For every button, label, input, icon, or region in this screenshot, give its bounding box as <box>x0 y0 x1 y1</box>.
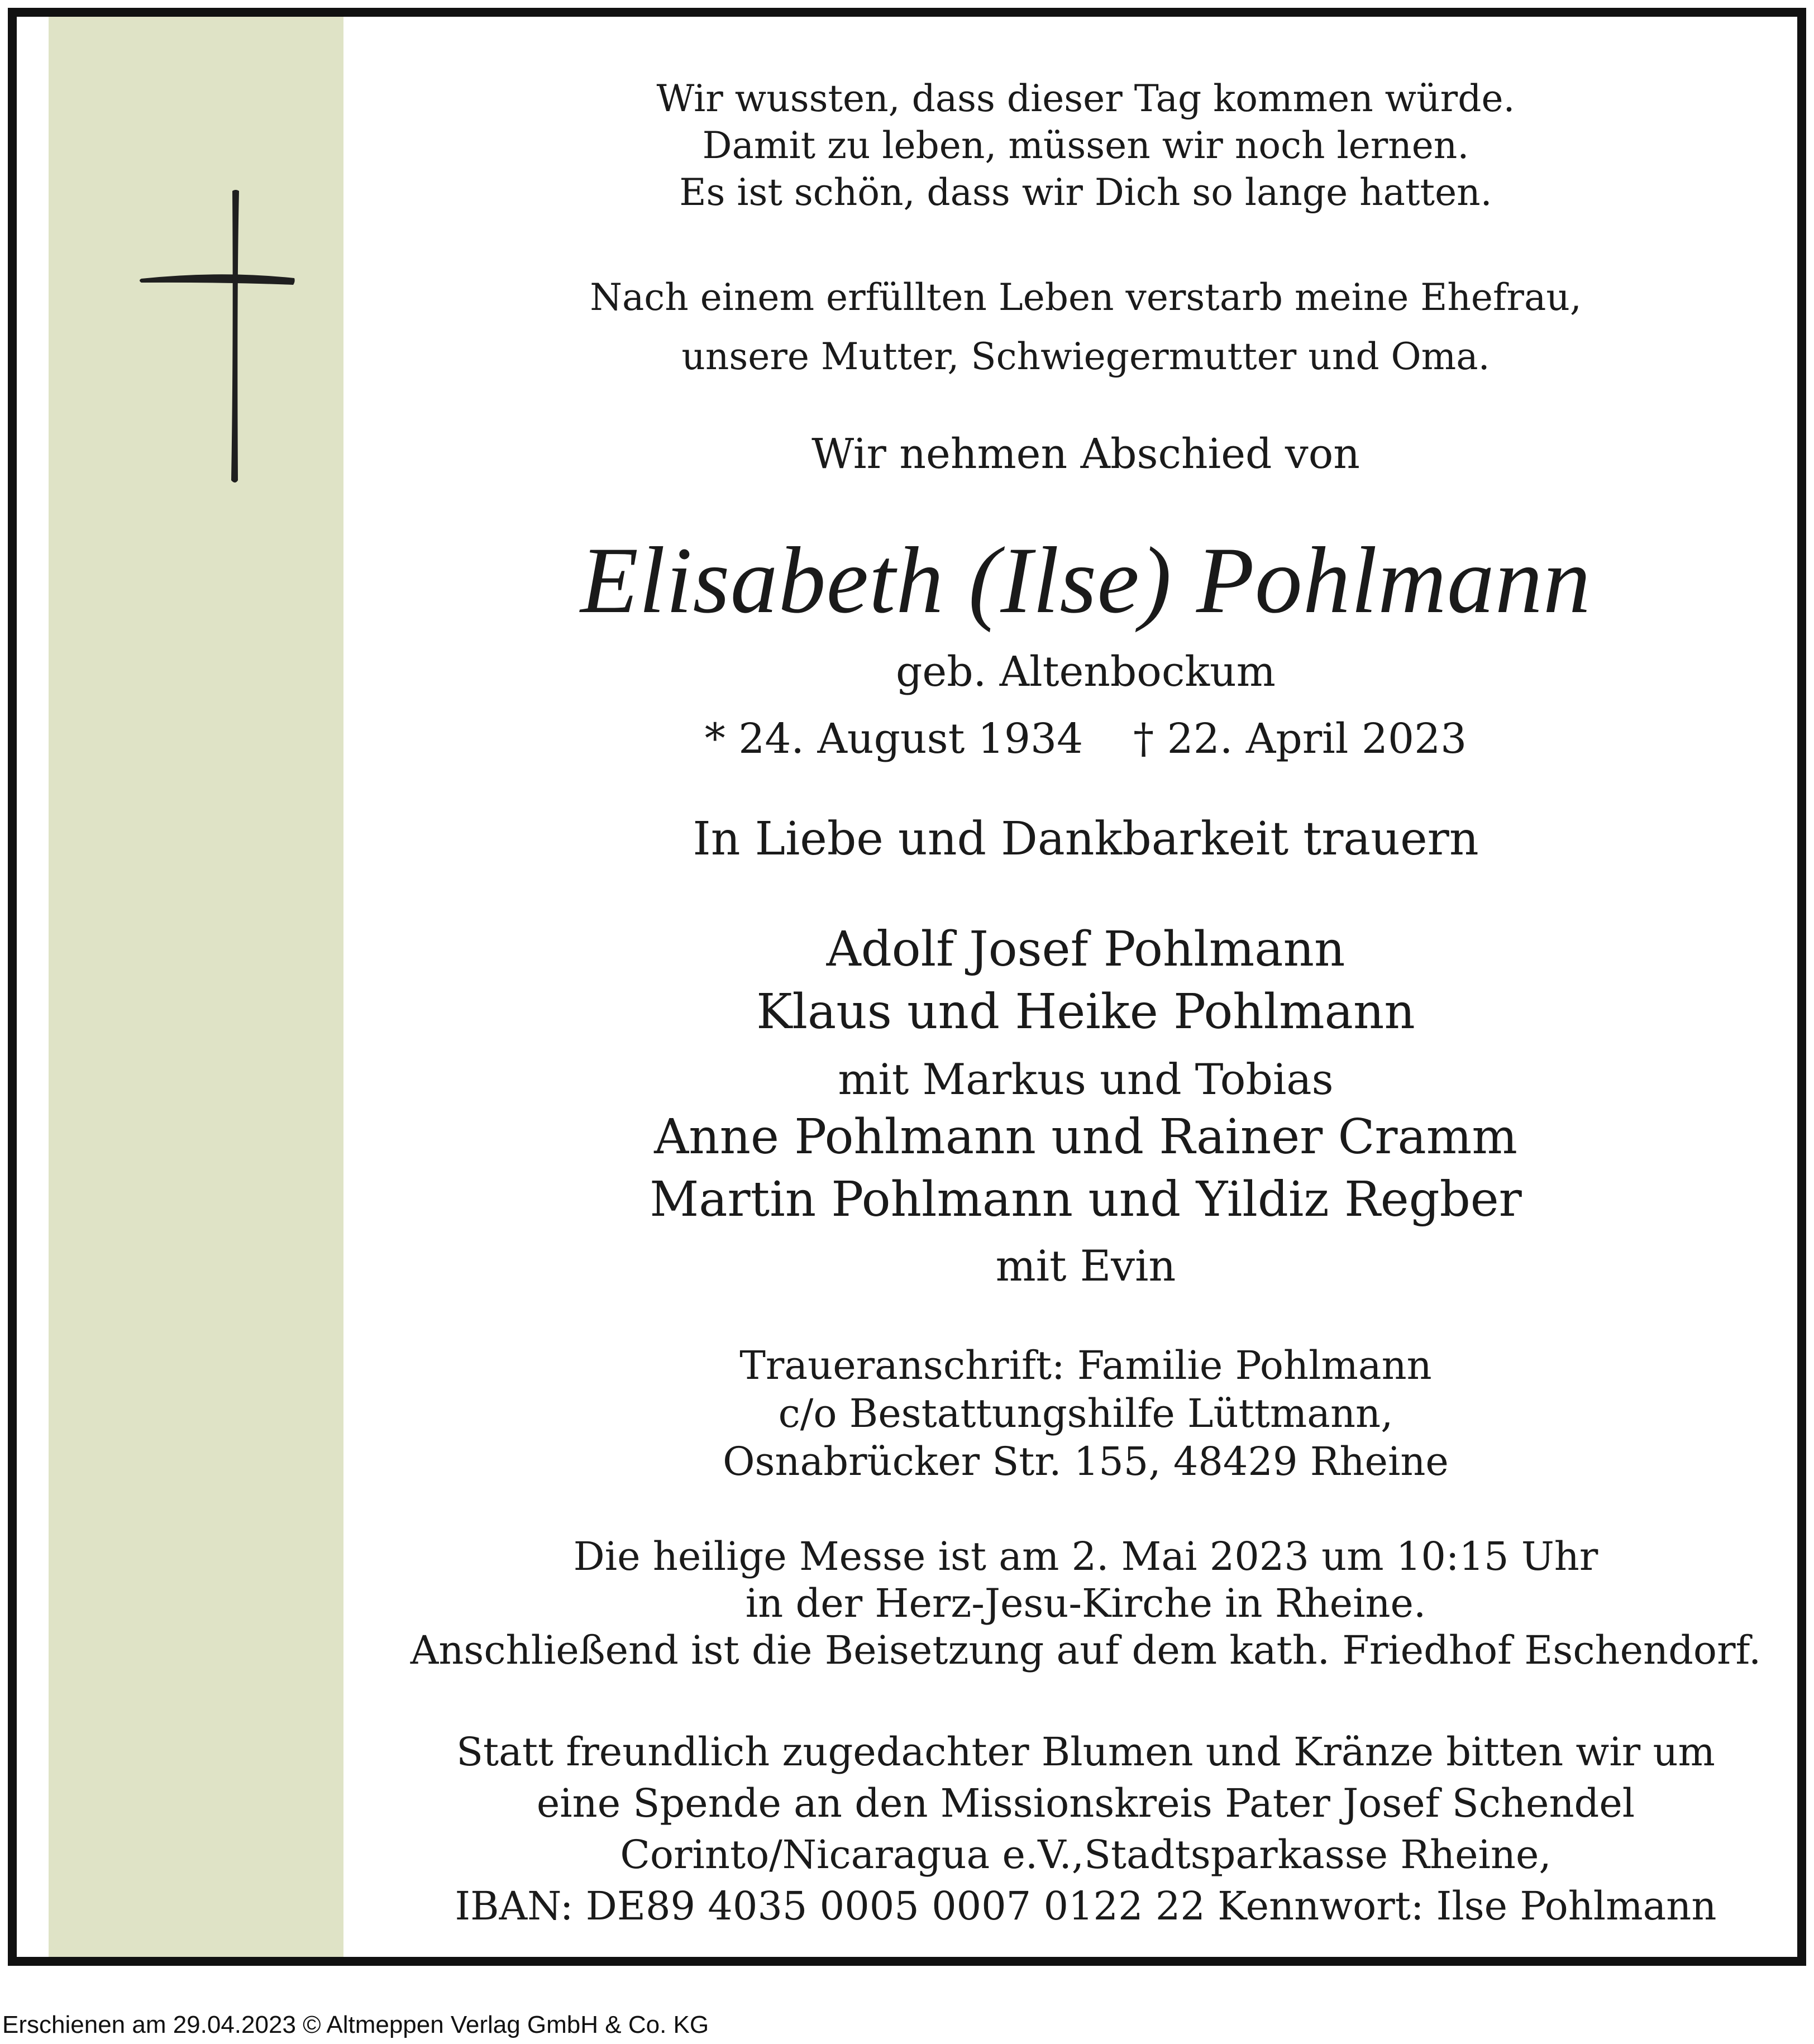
green-sidebar <box>49 17 343 1957</box>
address-line: Traueranschrift: Familie Pohlmann <box>739 1343 1432 1388</box>
donation-line: IBAN: DE89 4035 0005 0007 0122 22 Kennwort: Ilse Pohlmann <box>455 1883 1717 1929</box>
donation-line: eine Spende an den Missionskreis Pater Josef Schendel <box>536 1780 1635 1826</box>
deceased-name: Elisabeth (Ilse) Pohlmann <box>580 528 1591 633</box>
birth-date: * 24. August 1934 <box>704 715 1083 763</box>
obituary-notice <box>8 8 1806 1966</box>
service-line: in der Herz-Jesu-Kirche in Rheine. <box>745 1580 1426 1626</box>
address-line: c/o Bestattungshilfe Lüttmann, <box>778 1391 1393 1436</box>
intro-line: unsere Mutter, Schwiegermutter und Oma. <box>681 335 1490 378</box>
service-line: Die heilige Messe ist am 2. Mai 2023 um 10:15 Uhr <box>573 1534 1598 1579</box>
death-date: † 22. April 2023 <box>1133 715 1467 763</box>
family-member: mit Markus und Tobias <box>838 1054 1334 1104</box>
intro-line: Nach einem erfüllten Leben verstarb meine Ehefrau, <box>590 276 1582 319</box>
donation-line: Corinto/Nicaragua e.V.,Stadtsparkasse Rheine, <box>620 1832 1552 1878</box>
cross-icon <box>109 179 299 491</box>
farewell-line: Wir nehmen Abschied von <box>811 430 1360 478</box>
family-member: mit Evin <box>995 1241 1176 1291</box>
family-member: Anne Pohlmann und Rainer Cramm <box>654 1109 1517 1165</box>
family-member: Adolf Josef Pohlmann <box>826 921 1345 977</box>
publication-footer: Erschienen am 29.04.2023 © Altmeppen Verlag GmbH & Co. KG <box>2 2011 709 2038</box>
family-member: Klaus und Heike Pohlmann <box>756 984 1415 1040</box>
family-member: Martin Pohlmann und Yildiz Regber <box>650 1172 1522 1228</box>
poem-line: Wir wussten, dass dieser Tag kommen würde. <box>656 77 1515 120</box>
poem-line: Es ist schön, dass wir Dich so lange hatten. <box>679 171 1492 214</box>
poem-line: Damit zu leben, müssen wir noch lernen. <box>702 124 1469 167</box>
life-dates <box>374 715 1797 763</box>
service-line: Anschließend ist die Beisetzung auf dem kath. Friedhof Eschendorf. <box>410 1627 1762 1673</box>
address-line: Osnabrücker Str. 155, 48429 Rheine <box>723 1439 1449 1484</box>
notice-text <box>374 17 1797 1957</box>
donation-line: Statt freundlich zugedachter Blumen und Kränze bitten wir um <box>456 1729 1715 1775</box>
mourning-line: In Liebe und Dankbarkeit trauern <box>693 813 1479 866</box>
maiden-name: geb. Altenbockum <box>896 648 1276 696</box>
